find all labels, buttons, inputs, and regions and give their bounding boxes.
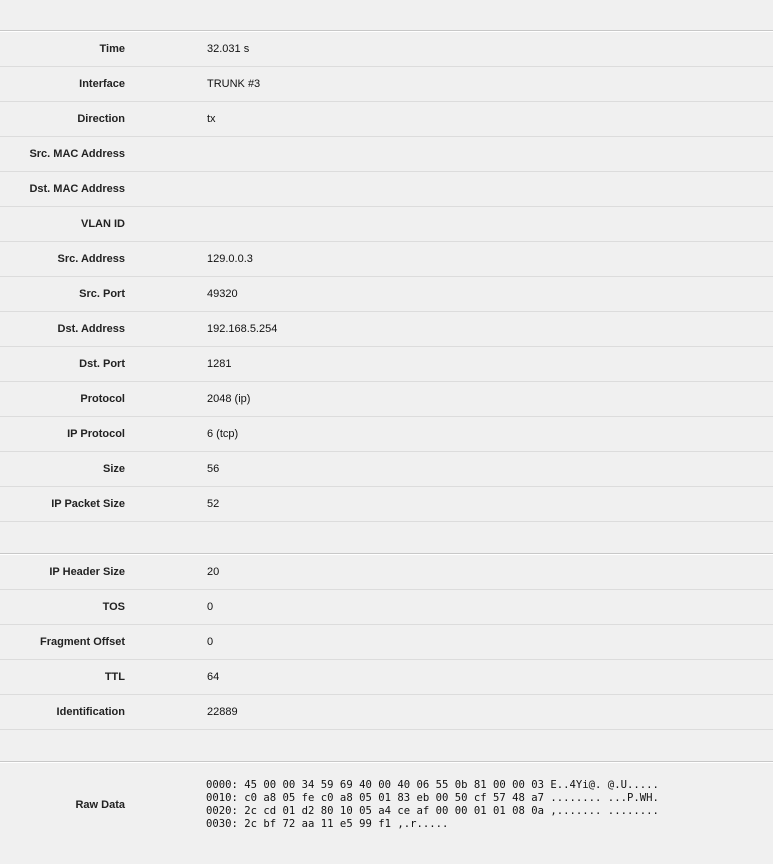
field-row-src-address xyxy=(0,242,773,277)
section-spacer xyxy=(0,522,773,553)
field-label: Size xyxy=(102,463,125,475)
field-row-vlan-id xyxy=(0,207,773,242)
field-label: IP Packet Size xyxy=(51,498,125,510)
field-row-protocol xyxy=(0,382,773,417)
field-row-dst-address xyxy=(0,312,773,347)
field-row-fragment-offset xyxy=(0,625,773,660)
hexdump-line: 0030: 2c bf 72 aa 11 e5 99 f1 ,.r..... xyxy=(206,818,449,830)
field-label: TOS xyxy=(102,601,125,613)
field-row-dst-mac-address xyxy=(0,172,773,207)
field-row-time xyxy=(0,32,773,67)
field-value: 192.168.5.254 xyxy=(207,323,278,335)
field-label: Dst. Port xyxy=(79,358,125,370)
field-value: TRUNK #3 xyxy=(207,78,261,90)
field-value: 1281 xyxy=(207,358,232,370)
field-label: IP Protocol xyxy=(67,428,125,440)
field-value: 22889 xyxy=(207,706,238,718)
field-label: Fragment Offset xyxy=(40,636,125,648)
field-label: Direction xyxy=(77,113,125,125)
field-value: 32.031 s xyxy=(207,43,250,55)
field-label: Dst. Address xyxy=(57,323,125,335)
field-value: 129.0.0.3 xyxy=(207,253,253,265)
field-value: 52 xyxy=(207,498,220,510)
field-value: 0 xyxy=(207,636,214,648)
field-row-direction xyxy=(0,102,773,137)
section-spacer xyxy=(0,730,773,761)
field-row-tos xyxy=(0,590,773,625)
field-row-identification xyxy=(0,695,773,730)
field-row-interface xyxy=(0,67,773,102)
field-row-ttl xyxy=(0,660,773,695)
field-row-dst-port xyxy=(0,347,773,382)
field-label: VLAN ID xyxy=(81,218,125,230)
field-row-src-mac-address xyxy=(0,137,773,172)
general-section xyxy=(0,32,773,522)
hexdump-line: 0000: 45 00 00 34 59 69 40 00 40 06 55 0b 81 00 00 03 E..4Yi@. @.U..... xyxy=(206,779,659,791)
raw-data-row xyxy=(0,763,773,847)
hexdump-line: 0010: c0 a8 05 fe c0 a8 05 01 83 eb 00 50 cf 57 48 a7 ........ ...P.WH. xyxy=(206,792,659,804)
field-row-src-port xyxy=(0,277,773,312)
ip-section xyxy=(0,555,773,730)
field-value: tx xyxy=(207,113,216,125)
field-value: 49320 xyxy=(207,288,238,300)
field-value: 20 xyxy=(207,566,220,578)
field-value: 0 xyxy=(207,601,214,613)
hexdump-line: 0020: 2c cd 01 d2 80 10 05 a4 ce af 00 00 01 01 08 0a ,....... ........ xyxy=(206,805,659,817)
field-label: Protocol xyxy=(80,393,125,405)
field-row-size xyxy=(0,452,773,487)
field-value: 64 xyxy=(207,671,220,683)
field-label: Src. Address xyxy=(57,253,125,265)
raw-data-label: Raw Data xyxy=(75,799,125,811)
field-label: Identification xyxy=(56,706,125,718)
field-value: 56 xyxy=(207,463,220,475)
raw-data-hexdump xyxy=(206,779,659,831)
field-label: Dst. MAC Address xyxy=(29,183,125,195)
field-label: Time xyxy=(99,43,125,55)
field-label: Src. MAC Address xyxy=(29,148,125,160)
field-label: Interface xyxy=(79,78,125,90)
field-label: TTL xyxy=(104,671,125,683)
field-value: 2048 (ip) xyxy=(207,393,251,405)
field-row-ip-protocol xyxy=(0,417,773,452)
top-padding xyxy=(0,0,773,30)
field-label: Src. Port xyxy=(79,288,125,300)
field-row-ip-packet-size xyxy=(0,487,773,522)
field-value: 6 (tcp) xyxy=(207,428,239,440)
field-label: IP Header Size xyxy=(49,566,125,578)
field-row-ip-header-size xyxy=(0,555,773,590)
